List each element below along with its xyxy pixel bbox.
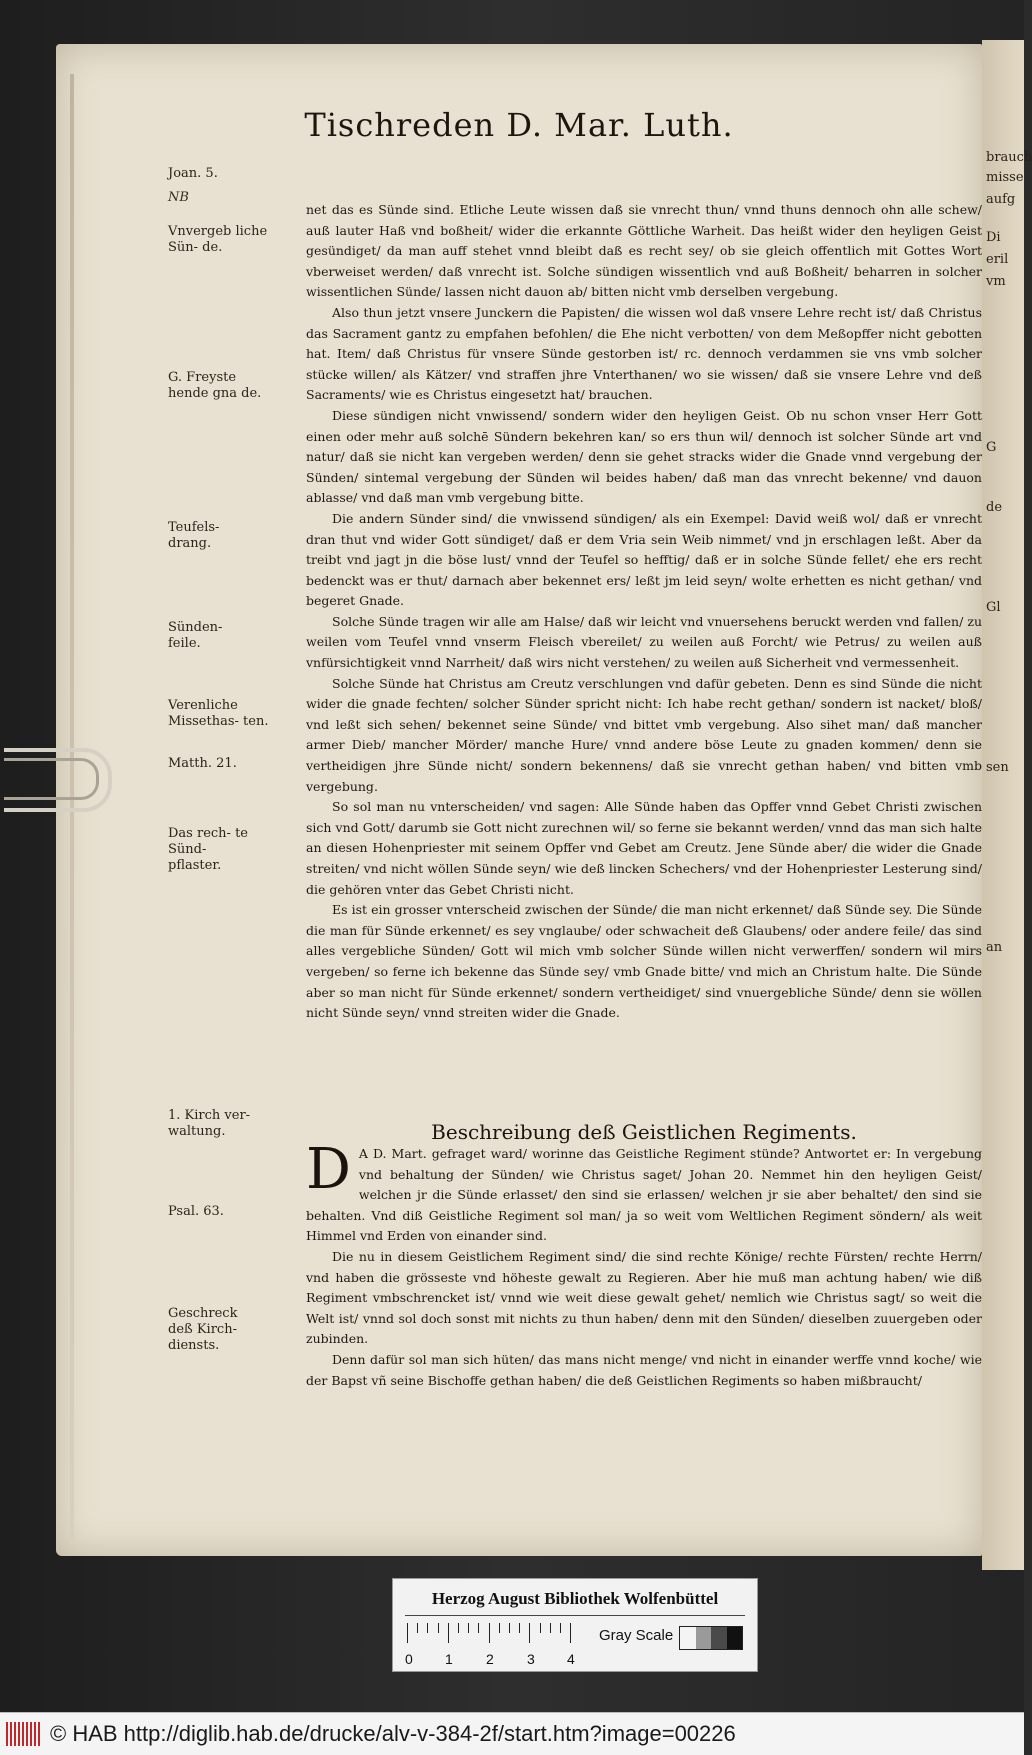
facing-page-fragment: an bbox=[986, 940, 1003, 955]
paragraph: Es ist ein grosser vnterscheid zwischen der Sünde/ die man nicht erkennet/ daß Sünde sey. Die Sünde die man für Sünde erkennet/ es sey vnglaube/ oder schwacheit deß Glaubens/ oder andere feile/ das sind alles vergebliche Sünden/ Gott wil mich vmb solcher Sünde willen nicht verwerffen/ sondern wil mirs vergeben/ so ferne ich bekenne das Sünde sey/ vmb Gnade bitte/ vnd mich an Christum halte. Die Sünde aber so man nicht für Sünde erkennet/ sondern vertheidiget/ sind vnuergebliche Sünde/ denn sie wöllen nicht Sünde seyn/ vnnd streiten wider die Gnade. bbox=[306, 902, 982, 1021]
library-name: Herzog August Bibliothek Wolfenbüttel bbox=[431, 1589, 719, 1608]
facing-page-fragment: eril bbox=[986, 252, 1009, 267]
margin-note-nb: NB bbox=[168, 190, 189, 205]
ruler-tick bbox=[570, 1623, 571, 1643]
ruler-number: 4 bbox=[567, 1651, 575, 1667]
label-divider bbox=[405, 1615, 745, 1616]
hab-logo-icon bbox=[6, 1722, 40, 1746]
library-color-card bbox=[392, 1578, 758, 1672]
paragraph: Solche Sünde hat Christus am Creutz verschlungen vnd dafür gebeten. Denn es sind Sünde die nicht wider die gnade fechten/ solcher Sünder spricht nicht: Ich habe recht gethan/ sondern ist nacket/ bloß/ vnd leßt sich sehen/ bekennet seine Sünde/ vnd bittet vmb vergebung. Also sihet man/ daß mancher armer Dieb/ mancher Mörder/ manche Hure/ vnnd andere böse Leute zu gnaden kommen/ denn sie vertheidigen jhre Sünde nicht/ sondern bekennens/ daß sie vnrecht gethan haben/ vnd bitten vmb vergebung. bbox=[306, 675, 982, 794]
ruler-tick bbox=[417, 1623, 418, 1633]
facing-page-fragment: aufg bbox=[986, 192, 1016, 207]
ruler-tick bbox=[458, 1623, 459, 1633]
section-text bbox=[306, 1137, 982, 1391]
facing-page-fragment: sen bbox=[986, 760, 1009, 775]
ruler-tick bbox=[427, 1623, 428, 1633]
facing-page-fragment: Gl bbox=[986, 600, 1001, 615]
gray-swatch bbox=[727, 1627, 743, 1649]
ruler-tick bbox=[529, 1623, 530, 1643]
ruler-tick bbox=[550, 1623, 551, 1633]
ruler-number: 1 bbox=[445, 1651, 453, 1667]
gray-scale-label: Gray Scale bbox=[599, 1627, 674, 1644]
ruler-tick bbox=[509, 1623, 510, 1633]
dropcap: D bbox=[306, 1137, 351, 1202]
ruler-number: 3 bbox=[527, 1651, 535, 1667]
ruler-tick bbox=[468, 1623, 469, 1633]
paragraph: Die andern Sünder sind/ die vnwissend sündigen/ als ein Exempel: David weiß wol/ daß er vnrecht dran thut vnd wider Gott sündiget/ daß er dem Vria sein Weib nimmet/ vnd jn erschlagen leßt. Aber da treibt vnd jagt jn die böse lust/ vnnd der Teufel so hefftig/ daß er in solche Sünde fellet/ ehe ers recht bedenckt was er thut/ darnach aber bekennet ers/ leßt jm leid seyn/ wolte erhetten es nicht gethan/ vnd begeret Gnade. bbox=[306, 510, 982, 609]
ruler-tick bbox=[519, 1623, 520, 1633]
paragraph: Also thun jetzt vnsere Junckern die Papisten/ die wissen wol daß vnsere Lehre recht ist/ daß Christus das Sacrament gantz zu empfahen befohlen/ die Ehe nicht verbotten/ von dem Meßopffer nicht gebotten hat. Item/ daß Christus für vnsere Sünde gestorben ist/ rc. dennoch verdammen sie vns vmb solcher stücke willen/ als Kätzer/ vnd straffen jhre Vnterthanen/ wo sie wissen/ daß sie vnsere Lehre vnd deß Sacraments/ wie es Christus eingesetzt hat/ brauchen. bbox=[306, 304, 982, 403]
margin-note: Vnvergeb liche Sün- de. bbox=[168, 224, 268, 255]
margin-note: Sünden- feile. bbox=[168, 620, 223, 651]
viewer-footer bbox=[0, 1712, 1024, 1755]
page-header: Tischreden D. Mar. Luth. bbox=[304, 106, 734, 144]
paragraph: Denn dafür sol man sich hüten/ das mans nicht menge/ vnd nicht in einander werffe vnnd koche/ wie der Bapst vñ seine Bischoffe gethan haben/ die deß Geistlichen Regiments so haben mißbraucht/ bbox=[306, 1351, 982, 1388]
ruler-tick bbox=[489, 1623, 490, 1643]
ruler-tick bbox=[499, 1623, 500, 1633]
facing-page-edge bbox=[982, 40, 1032, 1570]
margin-note: Geschreck deß Kirch- diensts. bbox=[168, 1306, 238, 1353]
section-title: Beschreibung deß Geistlichen Regiments. bbox=[431, 1120, 857, 1144]
facing-page-fragment: G bbox=[986, 440, 997, 455]
source-url-text[interactable]: © HAB http://diglib.hab.de/drucke/alv-v-384-2f/start.htm?image=00226 bbox=[50, 1721, 736, 1746]
main-text bbox=[306, 200, 982, 1024]
ruler-number: 0 bbox=[405, 1651, 413, 1667]
margin-note: Verenliche Missethas- ten. bbox=[168, 698, 269, 729]
book-page bbox=[56, 44, 982, 1556]
margin-note: G. Freyste hende gna de. bbox=[168, 370, 262, 401]
book-clasp-inner bbox=[4, 758, 99, 800]
ruler-tick bbox=[478, 1623, 479, 1633]
paragraph: A D. Mart. gefraget ward/ worinne das Geistliche Regiment stünde? Antwortet er: In vergebung vnd behaltung der Sünden/ wie Christus saget/ Johan 20. Nemmet hin den heyligen Geist/ welchen jr die Sünde erlasset/ den sind sie erlassen/ welchen jr sie aber behaltet/ den sind sie behalten. Vnd diß Geistliche Regiment sol man/ ja so weit vom Weltlichen Regiment söndern/ als weit Himmel vnd Erden von einander sind. bbox=[306, 1146, 982, 1244]
paragraph: Solche Sünde tragen wir alle am Halse/ daß wir leicht vnd vnuersehens beruckt werden vnd fallen/ zu weilen vom Teufel vnnd vnserm Fleisch vbereilet/ zu weilen auß Forcht/ wie Petrus/ zu weilen auß vnfürsichtigkeit vnnd Narrheit/ daß wirs nicht verstehen/ zu weilen auß Sicherheit vnd vermessenheit. bbox=[306, 613, 982, 671]
ruler-tick bbox=[540, 1623, 541, 1633]
ruler-tick bbox=[448, 1623, 449, 1643]
paragraph: net das es Sünde sind. Etliche Leute wissen daß sie vnrecht thun/ vnnd thuns dennoch ohn alle schew/ auß lauter Haß vnd boßheit/ wider die erkannte Göttliche Warheit. Das heißt wider den heyligen Geist gesündiget/ da man auff stehet vnnd bleibt daß es recht sey/ ob sie gleich offentlich mit Gottes Wort vberweiset werden/ daß vnrecht ist. Solche sündigen wissentlich vnd auß Boßheit/ beharren in solcher wissentlichen Sünde/ lassen nicht dauon ab/ bitten nicht vmb derselben vergebung. bbox=[306, 202, 982, 300]
margin-note: Joan. 5. bbox=[168, 166, 218, 181]
gray-scale-swatches bbox=[679, 1626, 743, 1650]
paragraph: Die nu in diesem Geistlichem Regiment sind/ die sind rechte Könige/ rechte Fürsten/ rechte Herrn/ vnd haben die grösseste vnd höheste gewalt zu Regieren. Aber hie muß man achtung haben/ wie diß Regiment vmbschrencket ist/ vnnd wie weit diese gewalt gehet/ nemlich wie Christus sagt/ so weit die Welt ist/ vnnd sol doch sonst mit nichts zu thun haben/ denn mit den Sünden/ dieselben zuuergeben oder zubinden. bbox=[306, 1248, 982, 1347]
margin-note: Psal. 63. bbox=[168, 1204, 224, 1219]
facing-page-fragment: misse bbox=[986, 170, 1024, 185]
facing-page-fragment: de bbox=[986, 500, 1003, 515]
gray-swatch bbox=[711, 1627, 727, 1649]
measure-ruler bbox=[407, 1623, 583, 1643]
margin-note: 1. Kirch ver- waltung. bbox=[168, 1108, 251, 1139]
ruler-tick bbox=[438, 1623, 439, 1633]
ruler-tick bbox=[560, 1623, 561, 1633]
facing-page-fragment: vm bbox=[986, 274, 1006, 289]
ruler-tick bbox=[407, 1623, 408, 1643]
gray-swatch bbox=[696, 1627, 712, 1649]
paragraph: Diese sündigen nicht vnwissend/ sondern wider den heyligen Geist. Ob nu schon vnser Herr Gott einen oder mehr auß solchē Sündern bekehren kan/ so ers thun wil/ dennoch ist solcher Sünde art vnd natur/ daß sie nicht kan vergeben werden/ denn sie gehet stracks wider die Gnade vnnd vergebung der Sünden/ sintemal vergebung der Sünden wil beides haben/ daß man das vnrecht bekenne/ vnd dauon ablasse/ vnd daß man vmb vergebung bitte. bbox=[306, 407, 982, 506]
margin-note: Das rech- te Sünd- pflaster. bbox=[168, 826, 248, 873]
gray-swatch bbox=[680, 1627, 696, 1649]
ruler-number: 2 bbox=[486, 1651, 494, 1667]
facing-page-fragment: Di bbox=[986, 230, 1001, 245]
margin-note: Teufels- drang. bbox=[168, 520, 220, 551]
paragraph: So sol man nu vnterscheiden/ vnd sagen: Alle Sünde haben das Opffer vnnd Gebet Christi zwischen sich vnd Gott/ darumb sie Gott nicht zurechnen wil/ so ferne sie bekannt werden/ vnnd das man sich halte an diesen Hohenpriester mit seinem Opffer vnd Gebet am Creutz. Jene Sünde aber/ die wider die Gnade streiten/ vnd nicht wöllen Sünde seyn/ wie deß lincken Schechers/ vnd der Hohenpriester Lesterung sind/ die gehören vnter das Gebet Christi nicht. bbox=[306, 799, 982, 897]
facing-page-fragment: brauch bbox=[986, 150, 1032, 165]
margin-note: Matth. 21. bbox=[168, 756, 237, 771]
